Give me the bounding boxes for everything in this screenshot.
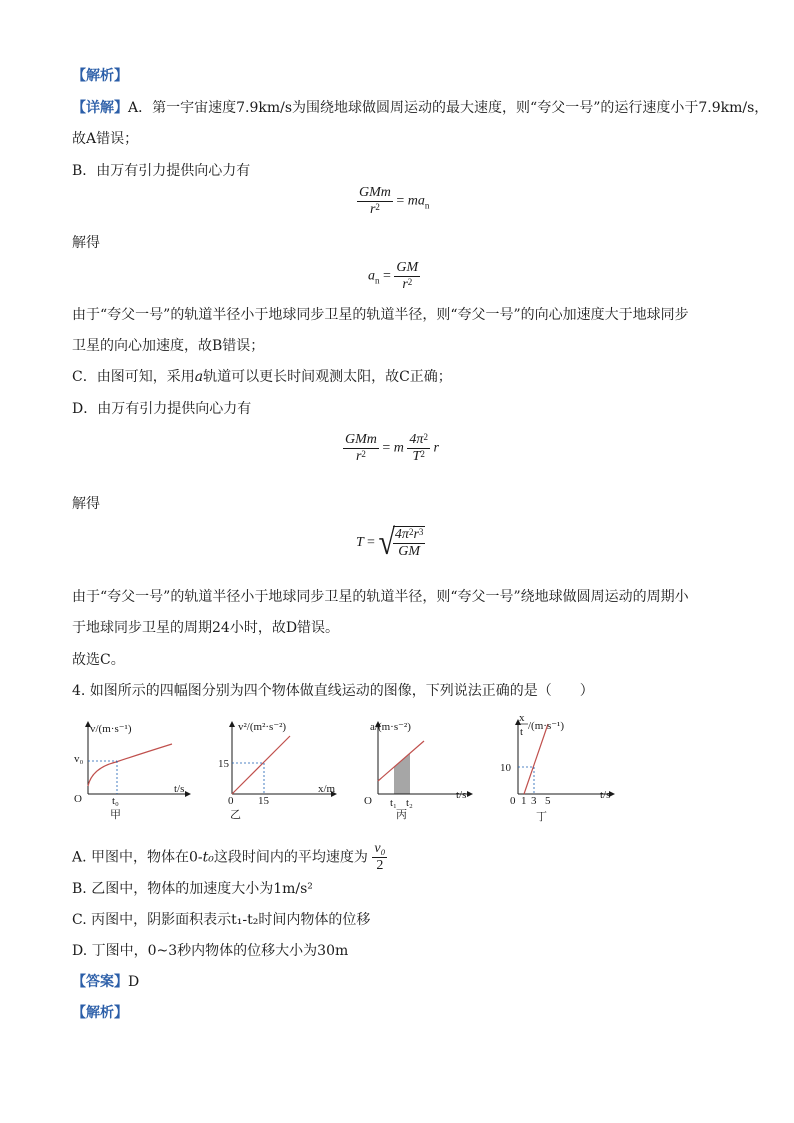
t2-label: t₂ (406, 797, 413, 809)
x15-label: 15 (258, 795, 269, 807)
x5-label: 5 (545, 795, 551, 807)
origin: 0 (228, 795, 234, 807)
origin: 0 (510, 795, 516, 807)
ylabel: v²/(m²·s⁻²) (238, 721, 287, 733)
line-c-part2: 轨道可以更长时间观测太阳，故C正确； (203, 369, 452, 385)
answer-value: D (128, 974, 140, 990)
caption: 丙 (396, 809, 407, 821)
detail-tag: 【详解】 (72, 100, 128, 116)
solve-line-2: 解得 (72, 496, 100, 512)
ylabel-num: x (519, 712, 525, 724)
alpha-symbol: a (194, 369, 204, 385)
line-c-part1: C．由图可知，采用 (72, 369, 195, 385)
option-a-pre: A. 甲图中，物体在0- (72, 849, 203, 866)
caption: 甲 (110, 809, 121, 821)
ylabel: v/(m·s⁻¹) (90, 723, 132, 735)
option-b: B. 乙图中，物体的加速度大小为1m/s² (72, 881, 313, 897)
option-d: D. 丁图中，0~3秒内物体的位移大小为30m (72, 943, 349, 959)
origin: O (74, 793, 82, 805)
ylabel-unit: /(m·s⁻¹) (528, 720, 564, 732)
option-a-num: v₀ (374, 841, 386, 856)
detail-text: A．第一宇宙速度7.9km/s为围绕地球做圆周运动的最大速度，则“夸父一号”的运行速度小于7.9km/s， (128, 100, 769, 116)
y10-label: 10 (500, 762, 511, 774)
answer-line (72, 972, 139, 992)
detail-line-a (72, 98, 768, 118)
line-d2: 由于“夸父一号”的轨道半径小于地球同步卫星的轨道半径，则“夸父一号”绕地球做圆周运动的周期小 (72, 589, 689, 605)
line-b2: 由于“夸父一号”的轨道半径小于地球同步卫星的轨道半径，则“夸父一号”的向心加速度大于地球同步 (72, 307, 689, 323)
xlabel: t/s (174, 783, 185, 795)
equation-an: $a_n$ = $\frac{GM}{r^2}$ (368, 260, 419, 292)
choose-line: 故选C。 (72, 652, 125, 668)
y15-label: 15 (218, 758, 229, 770)
line-d1: D．由万有引力提供向心力有 (72, 401, 252, 417)
equation-period: $\frac{\text{GMm}}{r^2}$ = m $\frac{4\pi^2}{T^2}$ r (345, 432, 439, 464)
answer-tag: 【答案】 (72, 974, 128, 990)
velocity-curve (88, 744, 172, 786)
line-b1: B．由万有引力提供向心力有 (72, 163, 251, 179)
v0-label: v₀ (74, 753, 84, 765)
graph-jia (70, 716, 200, 826)
option-a-t0: t₀ (202, 849, 214, 866)
option-a-den: 2 (376, 858, 384, 873)
line-a2: 故A错误； (72, 131, 139, 147)
caption: 丁 (536, 811, 547, 823)
ylabel-den: t (520, 726, 524, 738)
graph-bing (360, 716, 490, 826)
x3-label: 3 (531, 795, 537, 807)
solve-line-1: 解得 (72, 235, 100, 251)
equation-centripetal-accel: $\frac{\text{GMm}}{r^2}$ = $ma_n$ (359, 185, 430, 217)
t0-label: t₀ (112, 795, 119, 807)
line-d3: 于地球同步卫星的周期24小时，故D错误。 (72, 620, 340, 636)
question-4: 4. 如图所示的四幅图分别为四个物体做直线运动的图像，下列说法正确的是（ ） (72, 683, 594, 699)
caption: 乙 (230, 809, 241, 821)
x1-label: 1 (521, 795, 527, 807)
option-c: C. 丙图中，阴影面积表示t₁-t₂时间内物体的位移 (72, 912, 371, 928)
analysis-header: 【解析】 (72, 68, 128, 84)
line-c (72, 367, 452, 387)
shaded-area (394, 753, 410, 794)
line-b3: 卫星的向心加速度，故B错误； (72, 338, 265, 354)
analysis-header-2: 【解析】 (72, 1005, 128, 1021)
option-a-fraction (372, 841, 387, 874)
origin: O (364, 795, 372, 807)
option-a (72, 841, 387, 874)
xlabel: x/m (318, 783, 336, 795)
v2-x-line (232, 736, 290, 794)
xlabel: t/s (456, 789, 467, 801)
graph-ding (500, 710, 630, 826)
ylabel: a/(m·s⁻²) (370, 721, 411, 733)
equation-T: T = √ $\frac{4\pi^2r^3}{GM}$ (356, 522, 424, 563)
graph-yi (218, 716, 348, 826)
t1-label: t₁ (390, 797, 397, 809)
option-a-mid: 这段时间内的平均速度为 (213, 849, 368, 866)
xlabel: t/s (600, 789, 611, 801)
xt-line (524, 724, 548, 794)
